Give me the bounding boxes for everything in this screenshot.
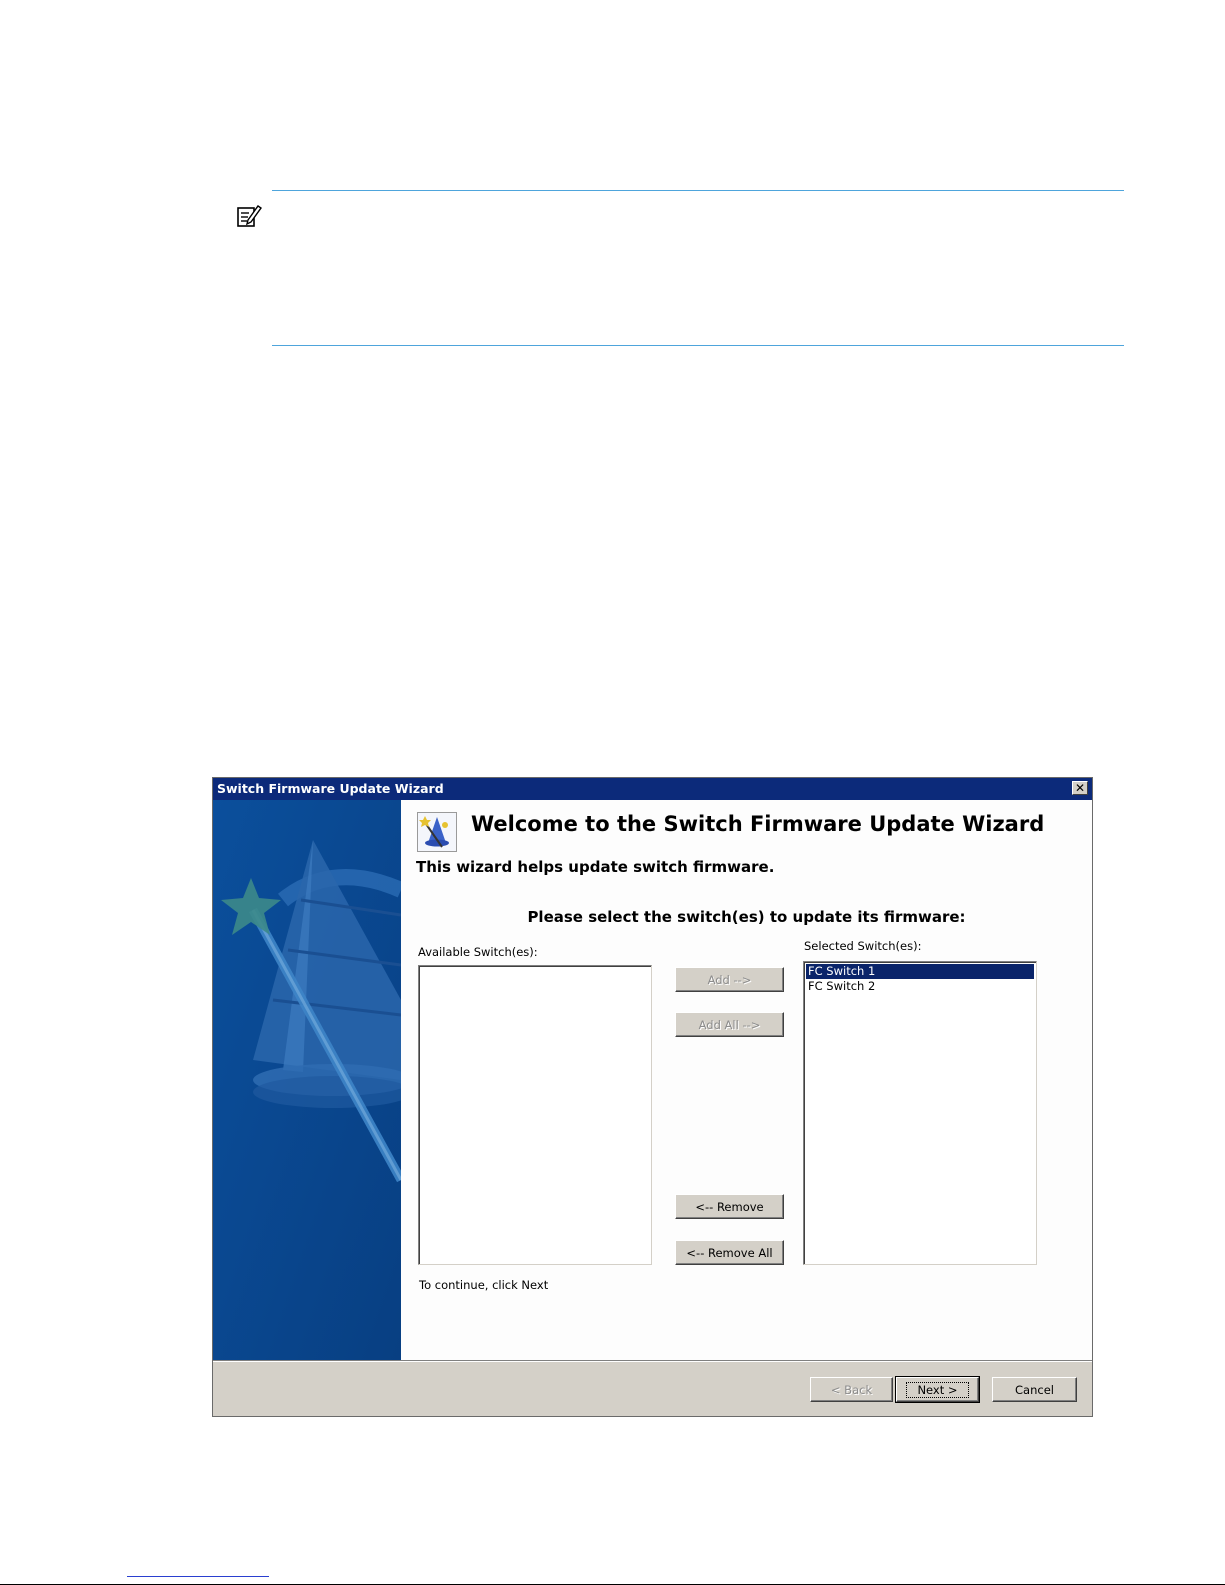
available-label: Available Switch(es): <box>418 945 538 959</box>
wizard-button-bar <box>213 1360 1092 1416</box>
note-top-rule <box>272 190 1124 191</box>
list-item[interactable]: FC Switch 2 <box>808 979 876 993</box>
selected-switch-list[interactable] <box>803 961 1037 1265</box>
wizard-content <box>401 800 1092 1360</box>
next-button[interactable] <box>896 1377 979 1402</box>
close-icon: ✕ <box>1074 781 1086 795</box>
add-button[interactable]: Add --> <box>675 967 784 992</box>
wizard-subtitle: This wizard helps update switch firmware. <box>416 858 775 876</box>
wizard-heading: Welcome to the Switch Firmware Update Wizard <box>471 812 1045 836</box>
selected-label: Selected Switch(es): <box>804 939 922 953</box>
list-item[interactable]: FC Switch 1 <box>806 964 1034 979</box>
selection-prompt: Please select the switch(es) to update its firmware: <box>527 908 966 926</box>
remove-all-button[interactable]: <-- Remove All <box>675 1240 784 1265</box>
next-button-label: Next > <box>906 1382 968 1398</box>
wizard-hat-illustration <box>213 800 401 1360</box>
wizard-window <box>212 777 1093 1417</box>
title-bar <box>213 778 1092 800</box>
note-icon <box>236 203 262 229</box>
wizard-icon <box>417 812 457 852</box>
close-button[interactable] <box>1072 781 1088 795</box>
remove-button[interactable]: <-- Remove <box>675 1194 784 1219</box>
continue-instruction: To continue, click Next <box>419 1278 549 1292</box>
note-bottom-rule <box>272 345 1124 346</box>
window-title: Switch Firmware Update Wizard <box>217 781 444 796</box>
wizard-side-panel <box>213 800 401 1360</box>
cancel-button[interactable]: Cancel <box>992 1377 1077 1402</box>
footer-link-underline <box>127 1576 269 1577</box>
available-switch-list[interactable] <box>418 965 652 1265</box>
add-all-button[interactable]: Add All --> <box>675 1012 784 1037</box>
back-button[interactable]: < Back <box>810 1377 893 1402</box>
